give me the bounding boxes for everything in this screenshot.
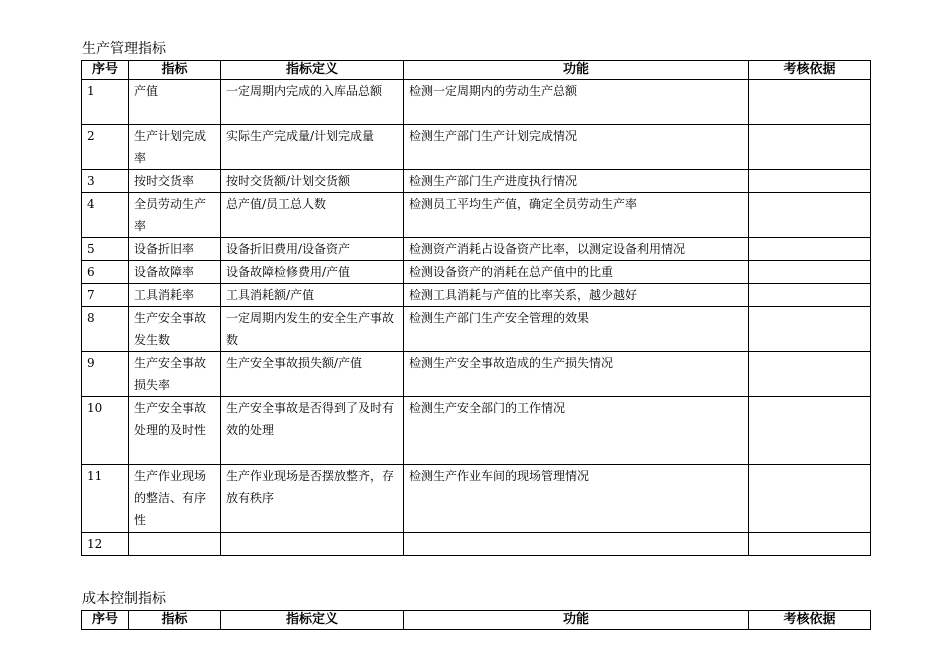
cell-basis — [749, 533, 871, 556]
table-header-row — [82, 611, 871, 630]
cell-basis — [749, 193, 871, 238]
cell-no: 1 — [82, 80, 129, 125]
cell-indicator: 生产安全事故发生数 — [129, 307, 221, 352]
cell-indicator — [129, 533, 221, 556]
table-row — [82, 238, 871, 261]
cell-no: 11 — [82, 465, 129, 533]
cell-definition: 总产值/员工总人数 — [221, 193, 404, 238]
cell-function: 检测生产部门生产进度执行情况 — [404, 170, 749, 193]
cell-definition: 一定周期内发生的安全生产事故数 — [221, 307, 404, 352]
table-row — [82, 170, 871, 193]
cost-indicator-table — [81, 610, 871, 630]
cell-function: 检测生产作业车间的现场管理情况 — [404, 465, 749, 533]
header-definition: 指标定义 — [221, 61, 404, 80]
production-indicator-table — [81, 60, 871, 556]
header-basis: 考核依据 — [749, 611, 871, 630]
cell-no: 8 — [82, 307, 129, 352]
cell-definition: 实际生产完成量/计划完成量 — [221, 125, 404, 170]
table-row — [82, 307, 871, 352]
cell-definition: 生产安全事故是否得到了及时有效的处理 — [221, 397, 404, 465]
cell-basis — [749, 125, 871, 170]
cell-definition — [221, 533, 404, 556]
header-basis: 考核依据 — [749, 61, 871, 80]
table-row — [82, 533, 871, 556]
table-header-row — [82, 61, 871, 80]
cell-basis — [749, 80, 871, 125]
cell-no: 12 — [82, 533, 129, 556]
cell-indicator: 设备故障率 — [129, 261, 221, 284]
cell-indicator: 生产安全事故处理的及时性 — [129, 397, 221, 465]
table-row — [82, 284, 871, 307]
cell-indicator: 产值 — [129, 80, 221, 125]
header-indicator: 指标 — [129, 611, 221, 630]
cell-basis — [749, 352, 871, 397]
table-row — [82, 261, 871, 284]
header-function: 功能 — [404, 611, 749, 630]
table-row — [82, 125, 871, 170]
cell-indicator: 全员劳动生产率 — [129, 193, 221, 238]
cell-function: 检测工具消耗与产值的比率关系，越少越好 — [404, 284, 749, 307]
header-indicator: 指标 — [129, 61, 221, 80]
cell-function: 检测资产消耗占设备资产比率，以测定设备利用情况 — [404, 238, 749, 261]
cell-definition: 设备故障检修费用/产值 — [221, 261, 404, 284]
cell-no: 9 — [82, 352, 129, 397]
cell-basis — [749, 397, 871, 465]
table-row — [82, 352, 871, 397]
header-no: 序号 — [82, 61, 129, 80]
cell-definition: 一定周期内完成的入库品总额 — [221, 80, 404, 125]
cell-no: 4 — [82, 193, 129, 238]
cell-no: 5 — [82, 238, 129, 261]
header-no: 序号 — [82, 611, 129, 630]
cell-no: 7 — [82, 284, 129, 307]
cell-definition: 生产作业现场是否摆放整齐，存放有秩序 — [221, 465, 404, 533]
section-title-production: 生产管理指标 — [82, 41, 166, 57]
cell-function: 检测生产部门生产安全管理的效果 — [404, 307, 749, 352]
cell-definition: 生产安全事故损失额/产值 — [221, 352, 404, 397]
cell-definition: 按时交货额/计划交货额 — [221, 170, 404, 193]
cell-function: 检测生产安全事故造成的生产损失情况 — [404, 352, 749, 397]
cell-function — [404, 533, 749, 556]
cell-basis — [749, 307, 871, 352]
cell-basis — [749, 261, 871, 284]
cell-indicator: 设备折旧率 — [129, 238, 221, 261]
cell-function: 检测员工平均生产值，确定全员劳动生产率 — [404, 193, 749, 238]
cell-no: 3 — [82, 170, 129, 193]
cell-no: 6 — [82, 261, 129, 284]
cell-basis — [749, 465, 871, 533]
cell-definition: 设备折旧费用/设备资产 — [221, 238, 404, 261]
cell-basis — [749, 238, 871, 261]
cell-basis — [749, 284, 871, 307]
table-row — [82, 193, 871, 238]
cell-function: 检测生产部门生产计划完成情况 — [404, 125, 749, 170]
cell-no: 2 — [82, 125, 129, 170]
cell-definition: 工具消耗额/产值 — [221, 284, 404, 307]
cell-indicator: 工具消耗率 — [129, 284, 221, 307]
table-row — [82, 80, 871, 125]
cell-function: 检测设备资产的消耗在总产值中的比重 — [404, 261, 749, 284]
header-function: 功能 — [404, 61, 749, 80]
section-title-cost: 成本控制指标 — [82, 591, 166, 607]
cell-indicator: 生产计划完成率 — [129, 125, 221, 170]
cell-indicator: 生产作业现场的整洁、有序性 — [129, 465, 221, 533]
cell-no: 10 — [82, 397, 129, 465]
cell-function: 检测生产安全部门的工作情况 — [404, 397, 749, 465]
cell-indicator: 生产安全事故损失率 — [129, 352, 221, 397]
table-row — [82, 397, 871, 465]
cell-function: 检测一定周期内的劳动生产总额 — [404, 80, 749, 125]
header-definition: 指标定义 — [221, 611, 404, 630]
cell-basis — [749, 170, 871, 193]
table-row — [82, 465, 871, 533]
cell-indicator: 按时交货率 — [129, 170, 221, 193]
